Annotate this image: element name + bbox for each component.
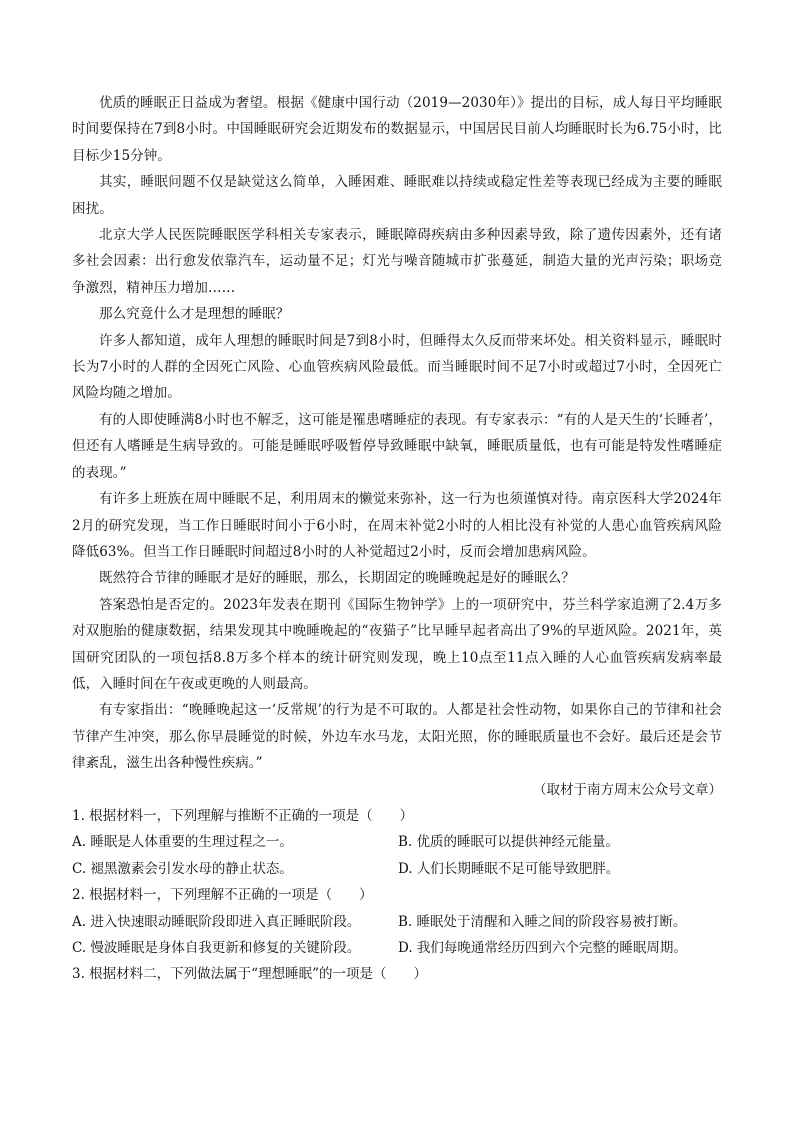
paragraph: 北京大学人民医院睡眠医学科相关专家表示，睡眠障碍疾病由多种因素导致，除了遗传因素外，还有诸多社会因素：出行愈发依靠汽车，运动量不足；灯光与噪音随城市扩张蔓延，制造大量的光声污染；职场竞争激烈，精神压力增加…… [72,227,722,296]
question-3 [72,961,722,987]
option-a[interactable]: A. 睡眠是人体重要的生理过程之一。 [72,834,293,851]
question-stem: 1. 根据材料一，下列理解与推断不正确的一项是（ ） [72,807,414,824]
source-citation: （取材于南方周末公众号文章） [533,781,722,798]
option-c[interactable]: C. 慢波睡眠是身体自我更新和修复的关键阶段。 [72,940,361,956]
question-options [72,829,722,882]
option-b[interactable]: B. 睡眠处于清醒和入睡之间的阶段容易被打断。 [398,913,687,930]
paragraph: 有的人即使睡满8小时也不解乏，这可能是罹患嗜睡症的表现。有专家表示：“有的人是天生的‘长睡者’，但还有人嗜睡是生病导致的。可能是睡眠呼吸暂停导致睡眠中缺氧，睡眠质量低，也有可能是特发性嗜睡症的表现。” [72,411,722,481]
question-stem: 2. 根据材料一，下列理解不正确的一项是（ ） [72,887,373,904]
paragraph: 那么究竟什么才是理想的睡眠？ [99,306,290,323]
question-stem: 3. 根据材料二，下列做法属于“理想睡眠”的一项是（ ） [72,966,427,983]
option-b[interactable]: B. 优质的睡眠可以提供神经元能量。 [398,834,620,851]
paragraph: 优质的睡眠正日益成为奢望。根据《健康中国行动（2019—2030年）》提出的目标，成人每日平均睡眠时间要保持在7到8小时。中国睡眠研究会近期发布的数据显示，中国居民目前人均睡眠时长为6.75小时，比目标少15分钟。 [72,95,722,164]
option-c[interactable]: C. 褪黑激素会引发水母的静止状态。 [72,860,293,877]
paragraph: 有许多上班族在周中睡眠不足，利用周末的懒觉来弥补，这一行为也须谨慎对待。南京医科大学2024年2月的研究发现，当工作日睡眠时间小于6小时，在周末补觉2小时的人相比没有补觉的人患心血管疾病风险降低63%。但当工作日睡眠时间超过8小时的人补觉超过2小时，反而会增加患病风险。 [72,491,722,560]
question-options [72,909,722,962]
question-2 [72,882,722,961]
option-d[interactable]: D. 人们长期睡眠不足可能导致肥胖。 [398,860,620,877]
question-1 [72,803,722,882]
paragraph: 既然符合节律的睡眠才是好的睡眠，那么，长期固定的晚睡晚起是好的睡眠么？ [99,570,575,587]
paragraph: 其实，睡眠问题不仅是缺觉这么简单，入睡困难、睡眠难以持续或稳定性差等表现已经成为主要的睡眠困扰。 [72,174,722,217]
paragraph: 答案恐怕是否定的。2023年发表在期刊《国际生物钟学》上的一项研究中，芬兰科学家追溯了2.4万多对双胞胎的健康数据，结果发现其中晚睡晚起的“夜猫子”比早睡早起者高出了9%的早逝风险。2021年，英国研究团队的一项包括8.8万多个样本的统计研究则发现，晚上10点至11点入睡的人心血管疾病发病率最低，入睡时间在午夜或更晚的人则最高。 [72,596,722,692]
option-d[interactable]: D. 我们每晚通常经历四到六个完整的睡眠周期。 [398,940,687,956]
paragraph: 许多人都知道，成年人理想的睡眠时间是7到8小时，但睡得太久反而带来坏处。相关资料显示，睡眠时长为7小时的人群的全因死亡风险、心血管疾病风险最低。而当睡眠时间不足7小时或超过7小时，全因死亡风险均随之增加。 [72,332,722,402]
paragraph: 有专家指出：“晚睡晚起这一‘反常规’的行为是不可取的。人都是社会性动物，如果你自己的节律和社会节律产生冲突，那么你早晨睡觉的时候，外边车水马龙，太阳光照，你的睡眠质量也不会好。最后还是会节律紊乱，滋生出各种慢性疾病。” [72,702,722,772]
document-page [72,90,722,988]
option-a[interactable]: A. 进入快速眼动睡眠阶段即进入真正睡眠阶段。 [72,913,361,930]
